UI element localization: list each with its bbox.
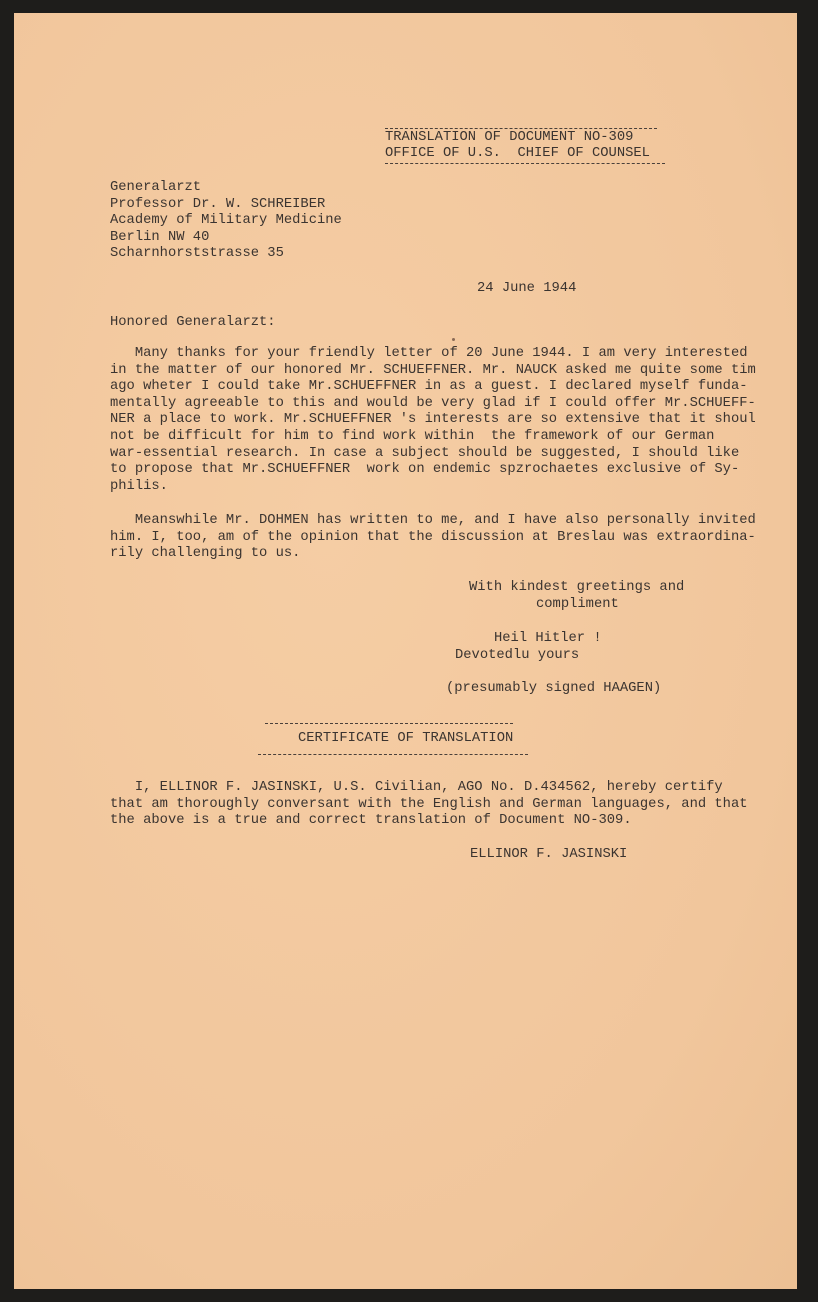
address-line: Generalarzt: [110, 180, 202, 195]
paragraph-line: not be difficult for him to find work within the framework of our German: [110, 428, 715, 444]
recipient-address: [110, 180, 342, 263]
certificate-rule-top: [265, 723, 513, 724]
header-rule-top: [385, 128, 657, 129]
certificate-line: I, ELLINOR F. JASINSKI, U.S. Civilian, AGO No. D.434562, hereby certify: [110, 780, 723, 795]
address-line: Scharnhorststrasse 35: [110, 246, 284, 262]
translator-signature: ELLINOR F. JASINSKI: [470, 847, 628, 862]
paragraph-line: war-essential research. In case a subject should be suggested, I should like: [110, 445, 740, 461]
presumed-signature: (presumably signed HAAGEN): [446, 681, 662, 696]
letter-date: 24 June 1944: [477, 281, 577, 296]
paragraph-line: mentally agreeable to this and would be very glad if I could offer Mr.SCHUEFF-: [110, 395, 756, 411]
paragraph-line: Many thanks for your friendly letter of 20 June 1944. I am very interested: [110, 346, 748, 361]
certificate-title: CERTIFICATE OF TRANSLATION: [298, 731, 514, 746]
paragraph-line: ago wheter I could take Mr.SCHUEFFNER in as a guest. I declared myself funda-: [110, 379, 748, 395]
salutation: Honored Generalarzt:: [110, 315, 276, 330]
closing-salute: Heil Hitler !: [494, 631, 602, 646]
paragraph-line: Meanswhile Mr. DOHMEN has written to me, and I have also personally invited: [110, 513, 756, 528]
certificate-body: [110, 780, 748, 830]
closing-compliment: compliment: [536, 597, 619, 612]
paragraph-line: him. I, too, am of the opinion that the discussion at Breslau was extraordina-: [110, 529, 756, 545]
header-rule-bottom: [385, 163, 665, 164]
closing-greeting: With kindest greetings and: [469, 580, 685, 595]
address-line: Professor Dr. W. SCHREIBER: [110, 196, 326, 212]
paragraph-line: philis.: [110, 478, 168, 494]
header-office: OFFICE OF U.S. CHIEF OF COUNSEL: [385, 146, 650, 161]
address-line: Academy of Military Medicine: [110, 213, 342, 229]
paragraph-line: to propose that Mr.SCHUEFFNER work on endemic spzrochaetes exclusive of Sy-: [110, 462, 740, 478]
certificate-line: that am thoroughly conversant with the English and German languages, and that: [110, 796, 748, 812]
certificate-line: the above is a true and correct translation of Document NO-309.: [110, 813, 632, 829]
paragraph-1: [110, 346, 756, 495]
address-line: Berlin NW 40: [110, 229, 210, 245]
paragraph-line: rily challenging to us.: [110, 546, 301, 562]
certificate-rule-bottom: [258, 754, 528, 755]
paragraph-line: NER a place to work. Mr.SCHUEFFNER 's interests are so extensive that it shoul: [110, 412, 756, 428]
closing-devotedly: Devotedlu yours: [455, 648, 580, 663]
ink-mark: [452, 338, 455, 341]
header-document-title: TRANSLATION OF DOCUMENT NO-309: [385, 130, 634, 145]
paragraph-line: in the matter of our honored Mr. SCHUEFFNER. Mr. NAUCK asked me quite some tim: [110, 362, 756, 378]
paragraph-2: [110, 513, 756, 563]
